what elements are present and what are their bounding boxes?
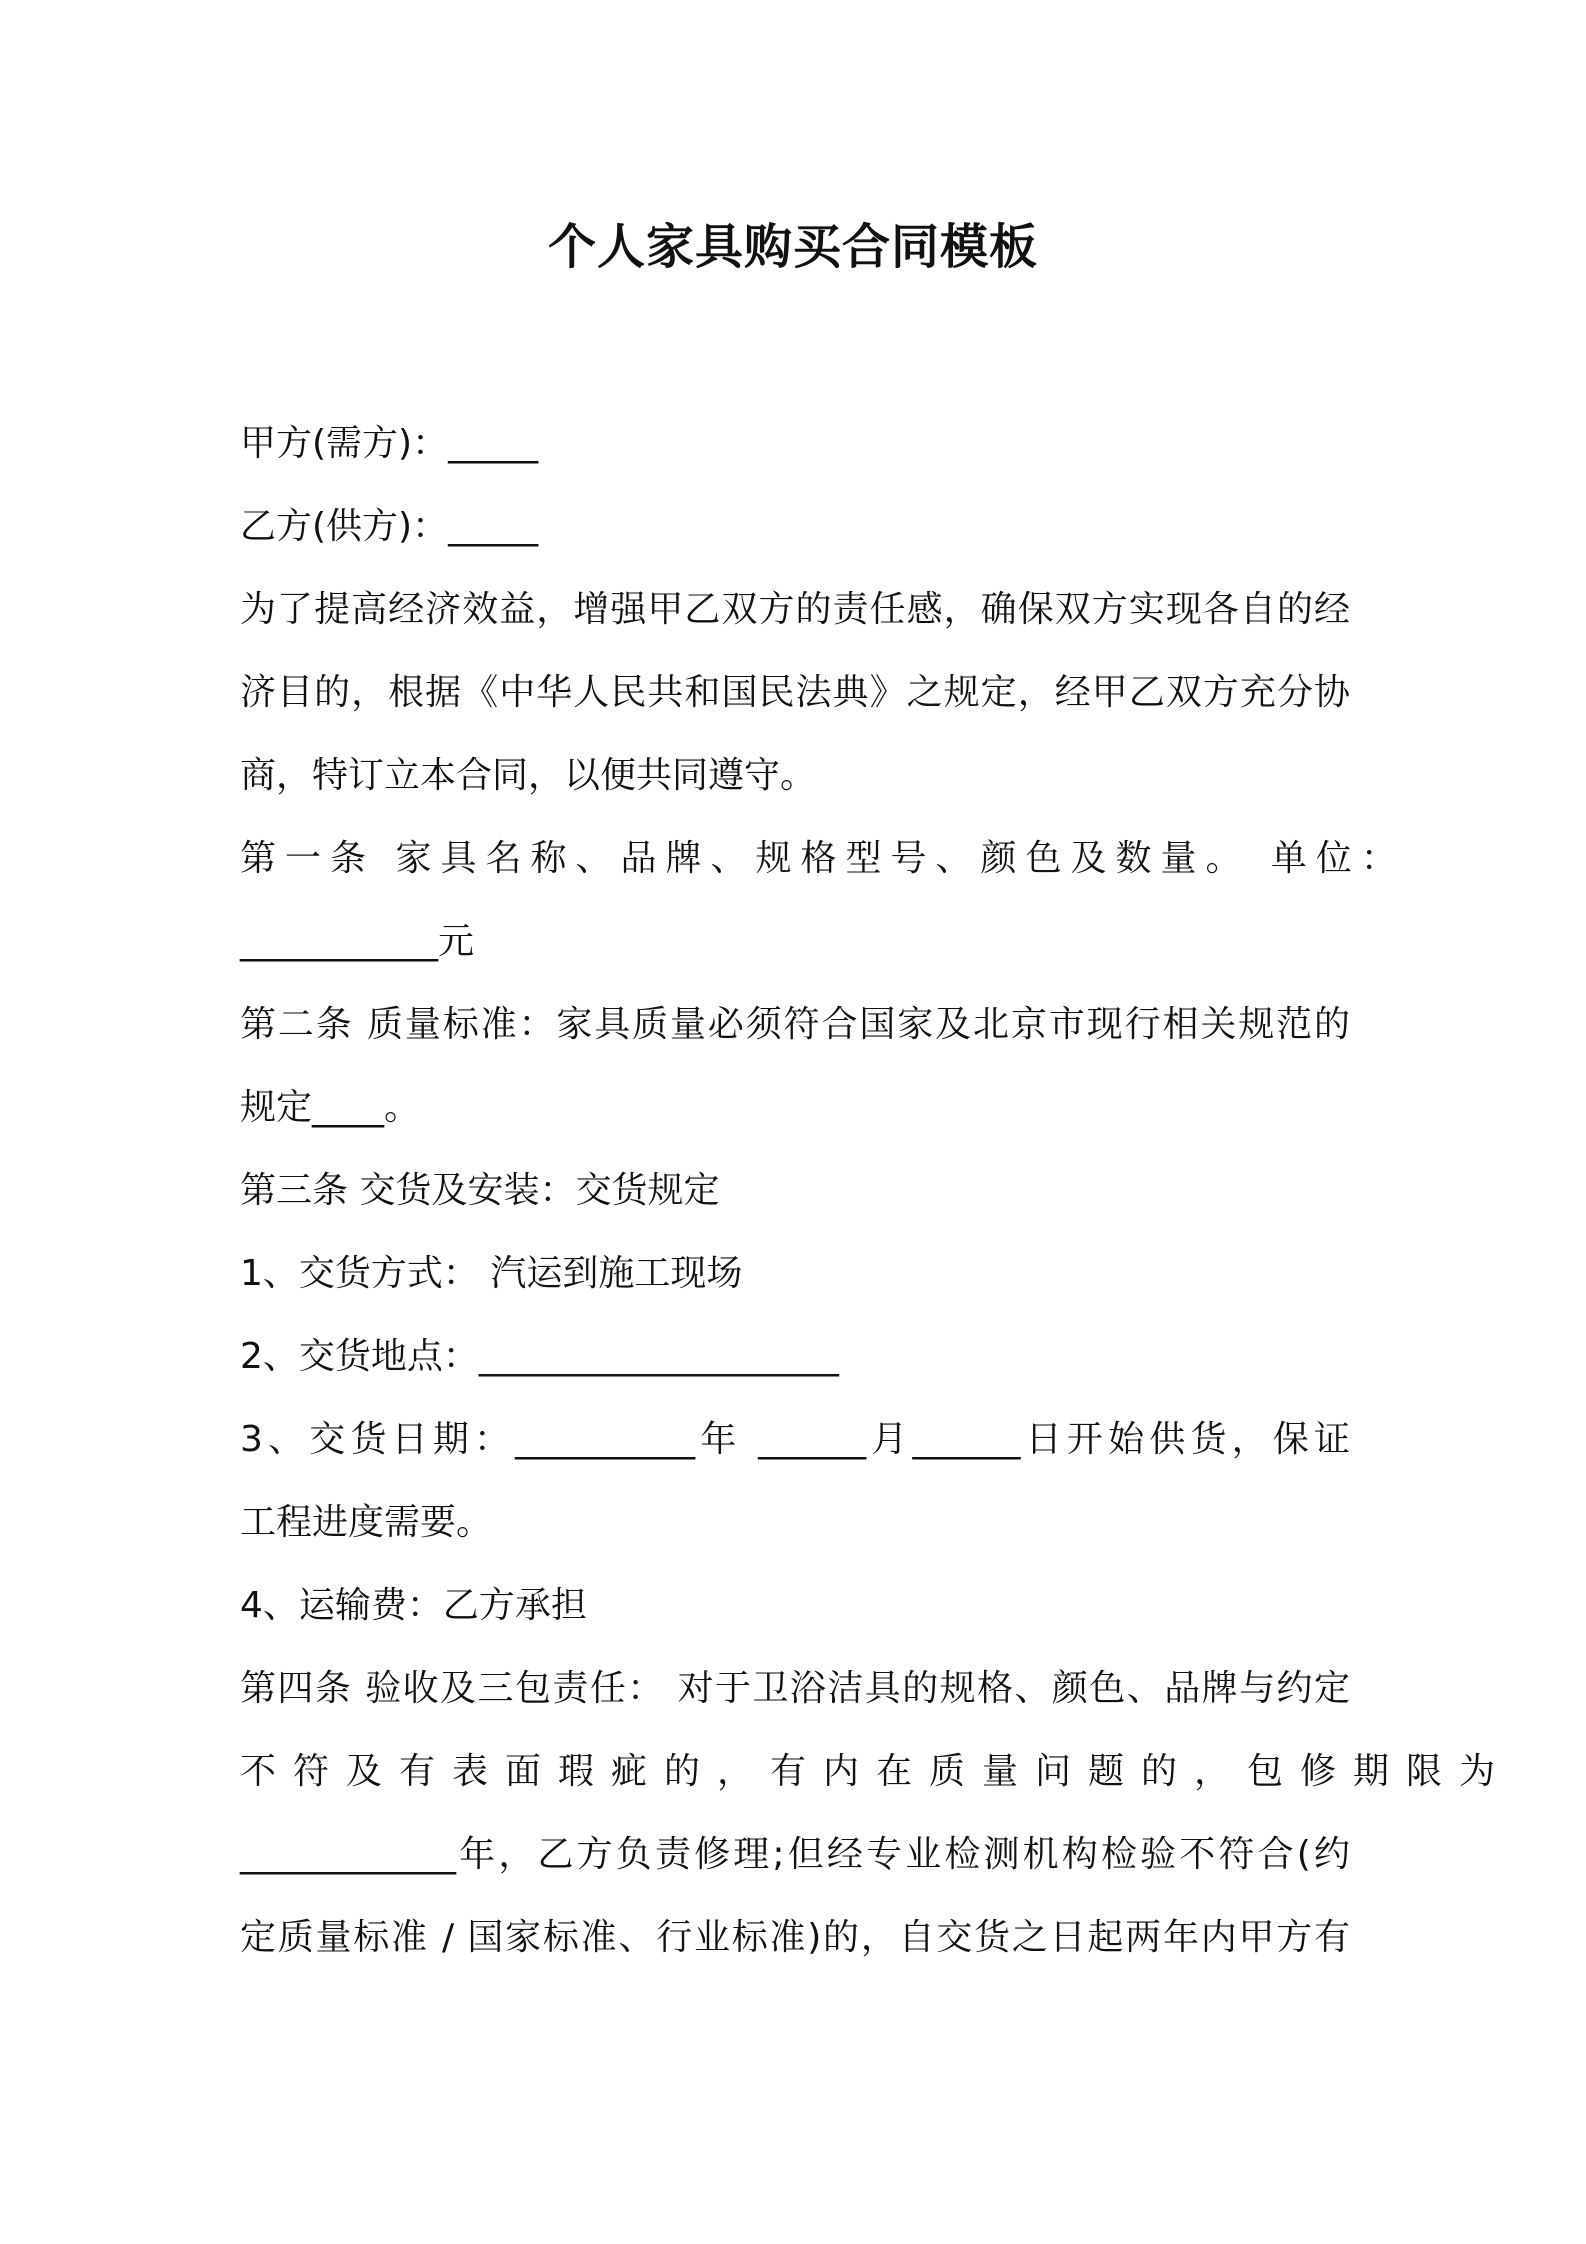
- article-1-line-2: ___________元: [240, 921, 475, 962]
- party-b-line: 乙方(供方)：_____: [240, 506, 539, 547]
- document-body: [240, 402, 1513, 1979]
- article-1-line-1: 第一条 家具名称、品牌、规格型号、颜色及数量。 单位：: [240, 838, 1406, 879]
- delivery-date-line-2: 工程进度需要。: [240, 1502, 493, 1543]
- delivery-date-line-1: 3、交货日期：__________年 ______月______日开始供货，保证: [240, 1419, 1350, 1460]
- party-a-line: 甲方(需方)：_____: [240, 423, 539, 464]
- preamble-line-3: 商，特订立本合同，以便共同遵守。: [240, 755, 817, 796]
- article-4-line-2: 不符及有表面瑕疵的，有内在质量问题的，包修期限为: [240, 1751, 1513, 1792]
- document-title: 个人家具购买合同模板: [547, 219, 1038, 275]
- article-4-line-4: 定质量标准 / 国家标准、行业标准)的，自交货之日起两年内甲方有: [240, 1917, 1350, 1958]
- delivery-location-line: 2、交货地点：____________________: [240, 1336, 839, 1377]
- article-2-line-2: 规定____。: [240, 1087, 421, 1128]
- article-4-line-1: 第四条 验收及三包责任： 对于卫浴洁具的规格、颜色、品牌与约定: [240, 1668, 1350, 1709]
- article-4-line-3: ____________年，乙方负责修理;但经专业检测机构检验不符合(约: [240, 1834, 1350, 1875]
- transport-fee-line: 4、运输费：乙方承担: [240, 1585, 587, 1626]
- preamble-line-2: 济目的，根据《中华人民共和国民法典》之规定，经甲乙双方充分协: [240, 672, 1350, 713]
- delivery-method-line: 1、交货方式： 汽运到施工现场: [240, 1253, 743, 1294]
- article-2-line-1: 第二条 质量标准：家具质量必须符合国家及北京市现行相关规范的: [240, 1004, 1350, 1045]
- preamble-line-1: 为了提高经济效益，增强甲乙双方的责任感，确保双方实现各自的经: [240, 589, 1350, 630]
- article-3-heading: 第三条 交货及安装：交货规定: [240, 1170, 720, 1211]
